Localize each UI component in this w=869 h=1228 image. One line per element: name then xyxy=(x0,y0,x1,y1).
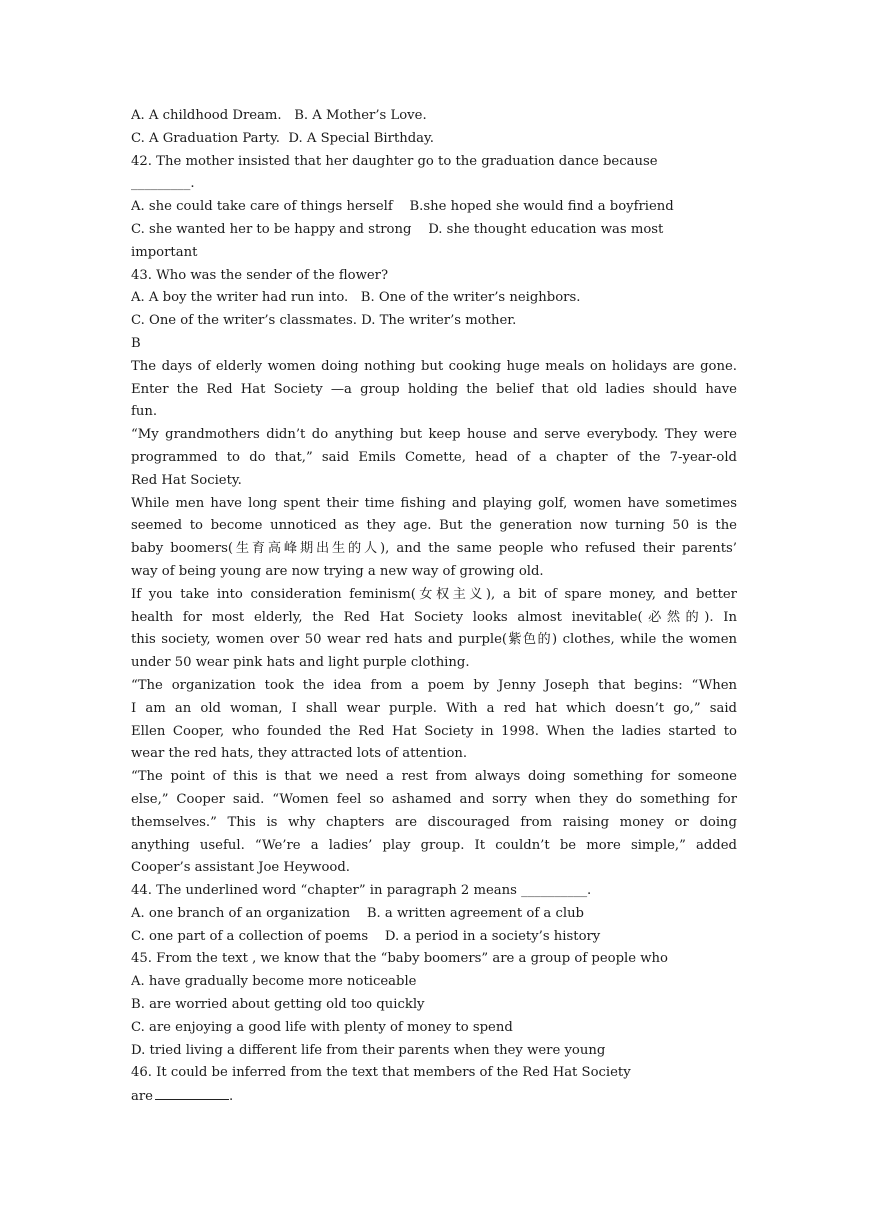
q45-stem: 45. From the text , we know that the “baby boomers” are a group of people who xyxy=(131,951,668,967)
q46-stem: 46. It could be inferred from the text that members of the Red Hat Society xyxy=(131,1065,631,1081)
q41-options-line-1: A. A childhood Dream. B. A Mother’s Love. xyxy=(131,108,427,123)
q42-blank: _________. xyxy=(131,176,195,192)
q44-options-line-2: C. one part of a collection of poems D. a period in a society’s history xyxy=(131,928,601,944)
passage-b-label: B xyxy=(131,335,141,351)
passage-line: While men have long spent their time fishing and playing golf, women have sometimes xyxy=(131,495,737,511)
q42-stem: 42. The mother insisted that her daughter go to the graduation dance because xyxy=(131,153,658,169)
passage-line: under 50 wear pink hats and light purple clothing. xyxy=(131,655,470,671)
passage-line: “The organization took the idea from a poem by Jenny Joseph that begins: “When xyxy=(131,677,737,693)
passage-line: Red Hat Society. xyxy=(131,472,242,488)
passage-line: If you take into consideration feminism(女权主义), a bit of spare money, and better xyxy=(131,586,737,602)
passage-line: Ellen Cooper, who founded the Red Hat Society in 1998. When the ladies started to xyxy=(131,723,737,739)
passage-line: Cooper’s assistant Joe Heywood. xyxy=(131,860,350,876)
q46-period: . xyxy=(228,1089,234,1105)
passage-line: “My grandmothers didn’t do anything but keep house and serve everybody. They were xyxy=(131,427,737,443)
q42-options-line-3: important xyxy=(131,244,198,260)
passage-line: fun. xyxy=(131,404,158,420)
passage-line: Enter the Red Hat Society —a group holding the belief that old ladies should have xyxy=(131,381,737,397)
answer-blank xyxy=(155,1085,229,1100)
q42-options-line-1: A. she could take care of things herself B.she hoped she would find a boyfriend xyxy=(131,199,674,215)
q43-options-line-1: A. A boy the writer had run into. B. One of the writer’s neighbors. xyxy=(131,290,581,306)
passage-line: themselves.” This is why chapters are discouraged from raising money or doing xyxy=(131,814,737,830)
q45-option-a: A. have gradually become more noticeable xyxy=(131,974,417,990)
q43-options-line-2: C. One of the writer’s classmates. D. The writer’s mother. xyxy=(131,313,517,329)
passage-line: wear the red hats, they attracted lots of attention. xyxy=(131,746,468,762)
passage-line: anything useful. “We’re a ladies’ play group. It couldn’t be more simple,” added xyxy=(131,837,737,853)
q46-stem-word: are xyxy=(131,1089,153,1105)
passage-line: The days of elderly women doing nothing but cooking huge meals on holidays are gone. xyxy=(131,358,737,374)
passage-line: baby boomers(生育高峰期出生的人), and the same people who refused their parents’ xyxy=(131,541,737,557)
passage-line: “The point of this is that we need a rest from always doing something for someone xyxy=(131,769,737,785)
passage-line: this society, women over 50 wear red hats and purple(紫色的) clothes, while the women xyxy=(131,632,737,648)
passage-line: health for most elderly, the Red Hat Society looks almost inevitable(必然的). In xyxy=(131,609,737,625)
q45-option-c: C. are enjoying a good life with plenty of money to spend xyxy=(131,1019,513,1035)
q41-options-line-2: C. A Graduation Party. D. A Special Birthday. xyxy=(131,130,434,146)
q44-options-line-1: A. one branch of an organization B. a written agreement of a club xyxy=(131,905,584,921)
q45-option-d: D. tried living a different life from their parents when they were young xyxy=(131,1042,606,1058)
passage-line: seemed to become unnoticed as they age. But the generation now turning 50 is the xyxy=(131,518,737,534)
q46-stem-continuation xyxy=(131,1085,737,1108)
q42-options-line-2: C. she wanted her to be happy and strong D. she thought education was most xyxy=(131,221,664,237)
q45-option-b: B. are worried about getting old too quickly xyxy=(131,997,425,1013)
q43-stem: 43. Who was the sender of the flower? xyxy=(131,267,389,283)
passage-line: else,” Cooper said. “Women feel so ashamed and sorry when they do something for xyxy=(131,791,737,807)
document-page xyxy=(131,105,737,1108)
q44-stem: 44. The underlined word “chapter” in paragraph 2 means __________. xyxy=(131,883,592,899)
passage-line: I am an old woman, I shall wear purple. With a red hat which doesn’t go,” said xyxy=(131,700,737,716)
passage-line: way of being young are now trying a new way of growing old. xyxy=(131,563,544,579)
passage-line: programmed to do that,” said Emils Comette, head of a chapter of the 7-year-old xyxy=(131,449,737,465)
